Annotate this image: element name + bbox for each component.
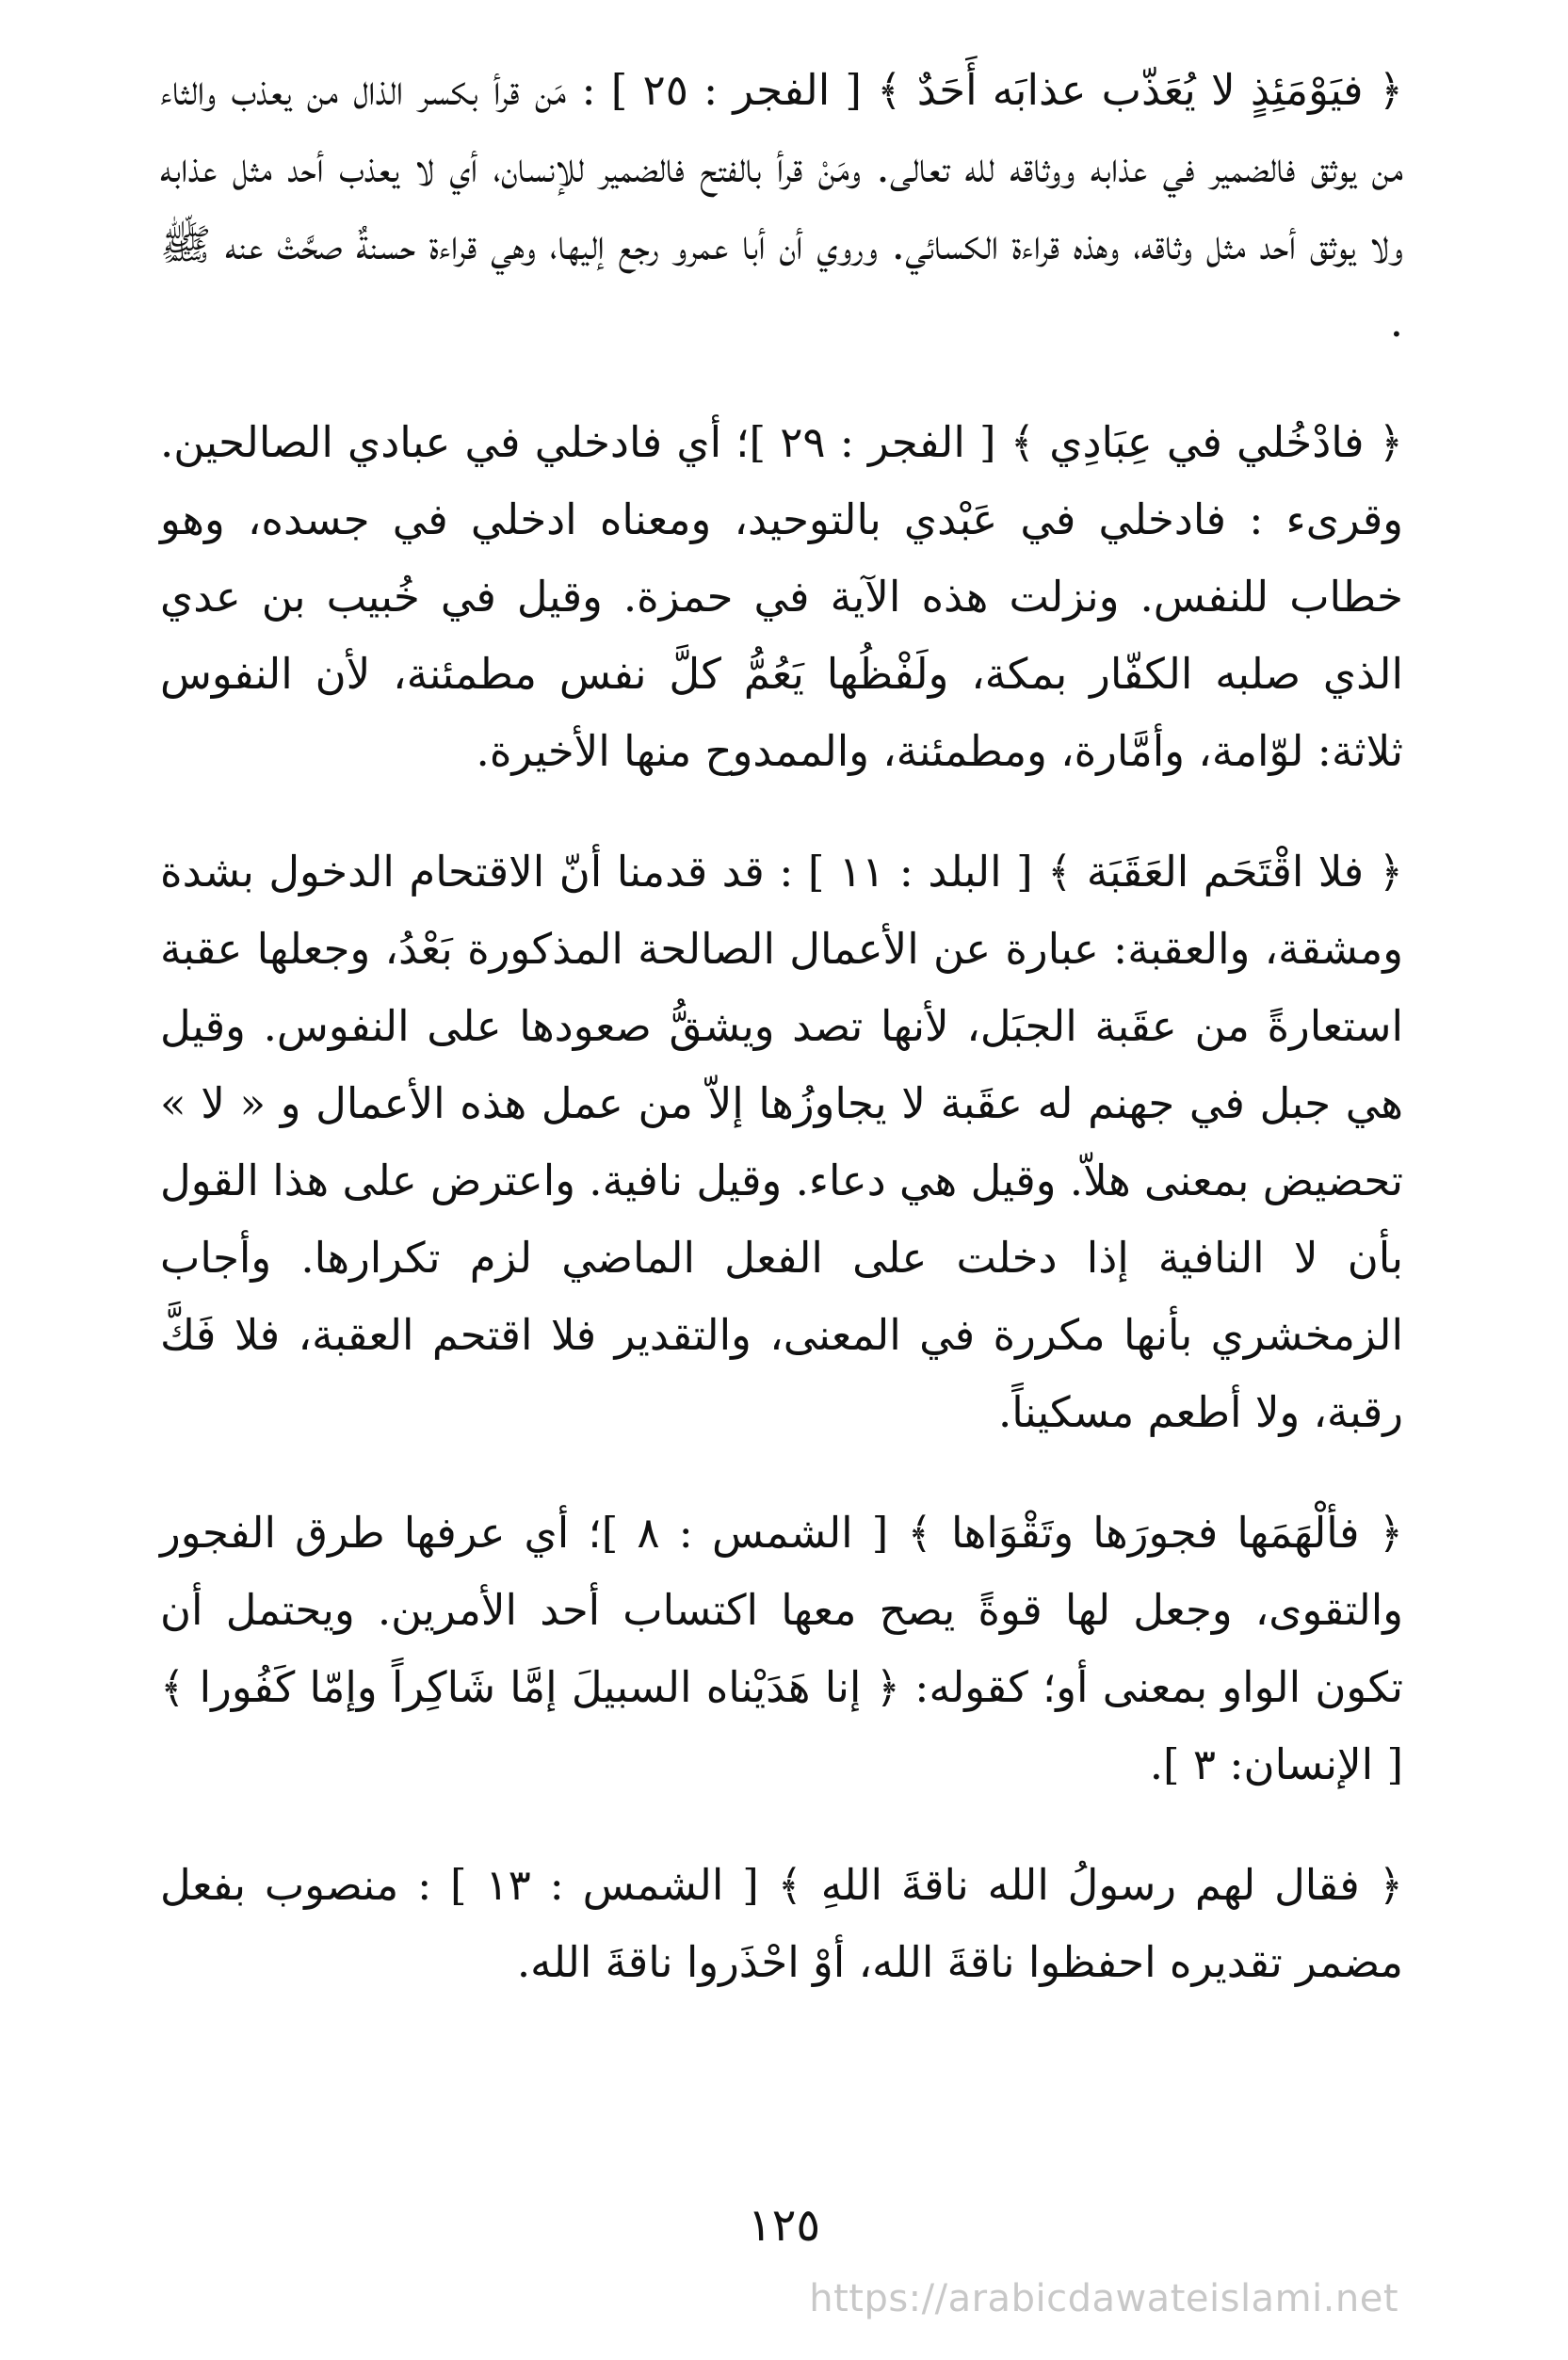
- paragraph-ash-shams-8: ﴿ فألْهَمَها فجورَها وتَقْوَاها ﴾ [ الشمس : ٨ ]؛ أي عرفها طرق الفجور والتقوى، وجعل لها قوةً يصح معها اكتساب أحد الأمرين. ويحتمل أن تكون الواو بمعنى أو؛ كقوله: ﴿ إنا هَدَيْناه السبيلَ إمَّا شَاكِراً وإمّا كَفُورا ﴾ [ الإنسان: ٣ ].: [160, 1508, 1403, 1789]
- page-number: ١٢٥: [747, 2199, 821, 2252]
- paragraph-ash-shams-13: ﴿ فقال لهم رسولُ الله ناقةَ اللهِ ﴾ [ الشمس : ١٣ ] : منصوب بفعل مضمر تقديره احفظوا ناقةَ الله، أوْ احْذَروا ناقةَ الله.: [160, 1860, 1403, 1987]
- paragraph-al-balad-11: ﴿ فلا اقْتَحَم العَقَبَة ﴾ [ البلد : ١١ ] : قد قدمنا أنّ الاقتحام الدخول بشدة ومشقة، والعقبة: عبارة عن الأعمال الصالحة المذكورة بَعْدُ، وجعلها عقبة استعارةً من عقَبة الجبَل، لأنها تصد ويشقُّ صعودها على النفوس. وقيل هي جبل في جهنم له عقَبة لا يجاوزُها إلاّ من عمل هذه الأعمال و « لا » تحضيض بمعنى هلاّ. وقيل هي دعاء. وقيل نافية. واعترض على هذا القول بأن لا النافية إذا دخلت على الفعل الماضي لزم تكرارها. وأجاب الزمخشري بأنها مكررة في المعنى، والتقدير فلا اقتحم العقبة، فلا فَكَّ رقبة، ولا أطعم مسكيناً.: [160, 847, 1403, 1437]
- paragraph-al-fajr-25: ﴿ فيَوْمَئِذٍ لا يُعَذّب عذابَه أَحَدٌ ﴾ [ الفجر : ٢٥ ] : مَن قرأ بكسر الذال من يعذب والثاء من يوثق فالضمير في عذابه ووثاقه لله تعالى. ومَنْ قرأ بالفتح فالضمير للإنسان، أي لا يعذب أحد مثل عذابه ولا يوثق أحد مثل وثاقه، وهذه قراءة الكسائي. وروي أن أبا عمرو رجع إليها، وهي قراءة حسنةٌ صحَّتْ عنه ﷺ .: [160, 65, 1404, 347]
- watermark-url: https://arabicdawateislami.net: [809, 2277, 1398, 2320]
- paragraph-al-fajr-29: ﴿ فادْخُلي في عِبَادِي ﴾ [ الفجر : ٢٩ ]؛ أي فادخلي في عبادي الصالحين. وقرىء : فادخلي في عَبْدي بالتوحيد، ومعناه ادخلي في جسده، وهو خطاب للنفس. ونزلت هذه الآية في حمزة. وقيل في خُبيب بن عدي الذي صلبه الكفّار بمكة، ولَفْظُها يَعُمُّ كلَّ نفس مطمئنة، لأن النفوس ثلاثة: لوّامة، وأمَّارة، ومطمئنة، والممدوح منها الأخيرة.: [160, 417, 1403, 776]
- page-body: [160, 52, 1403, 2045]
